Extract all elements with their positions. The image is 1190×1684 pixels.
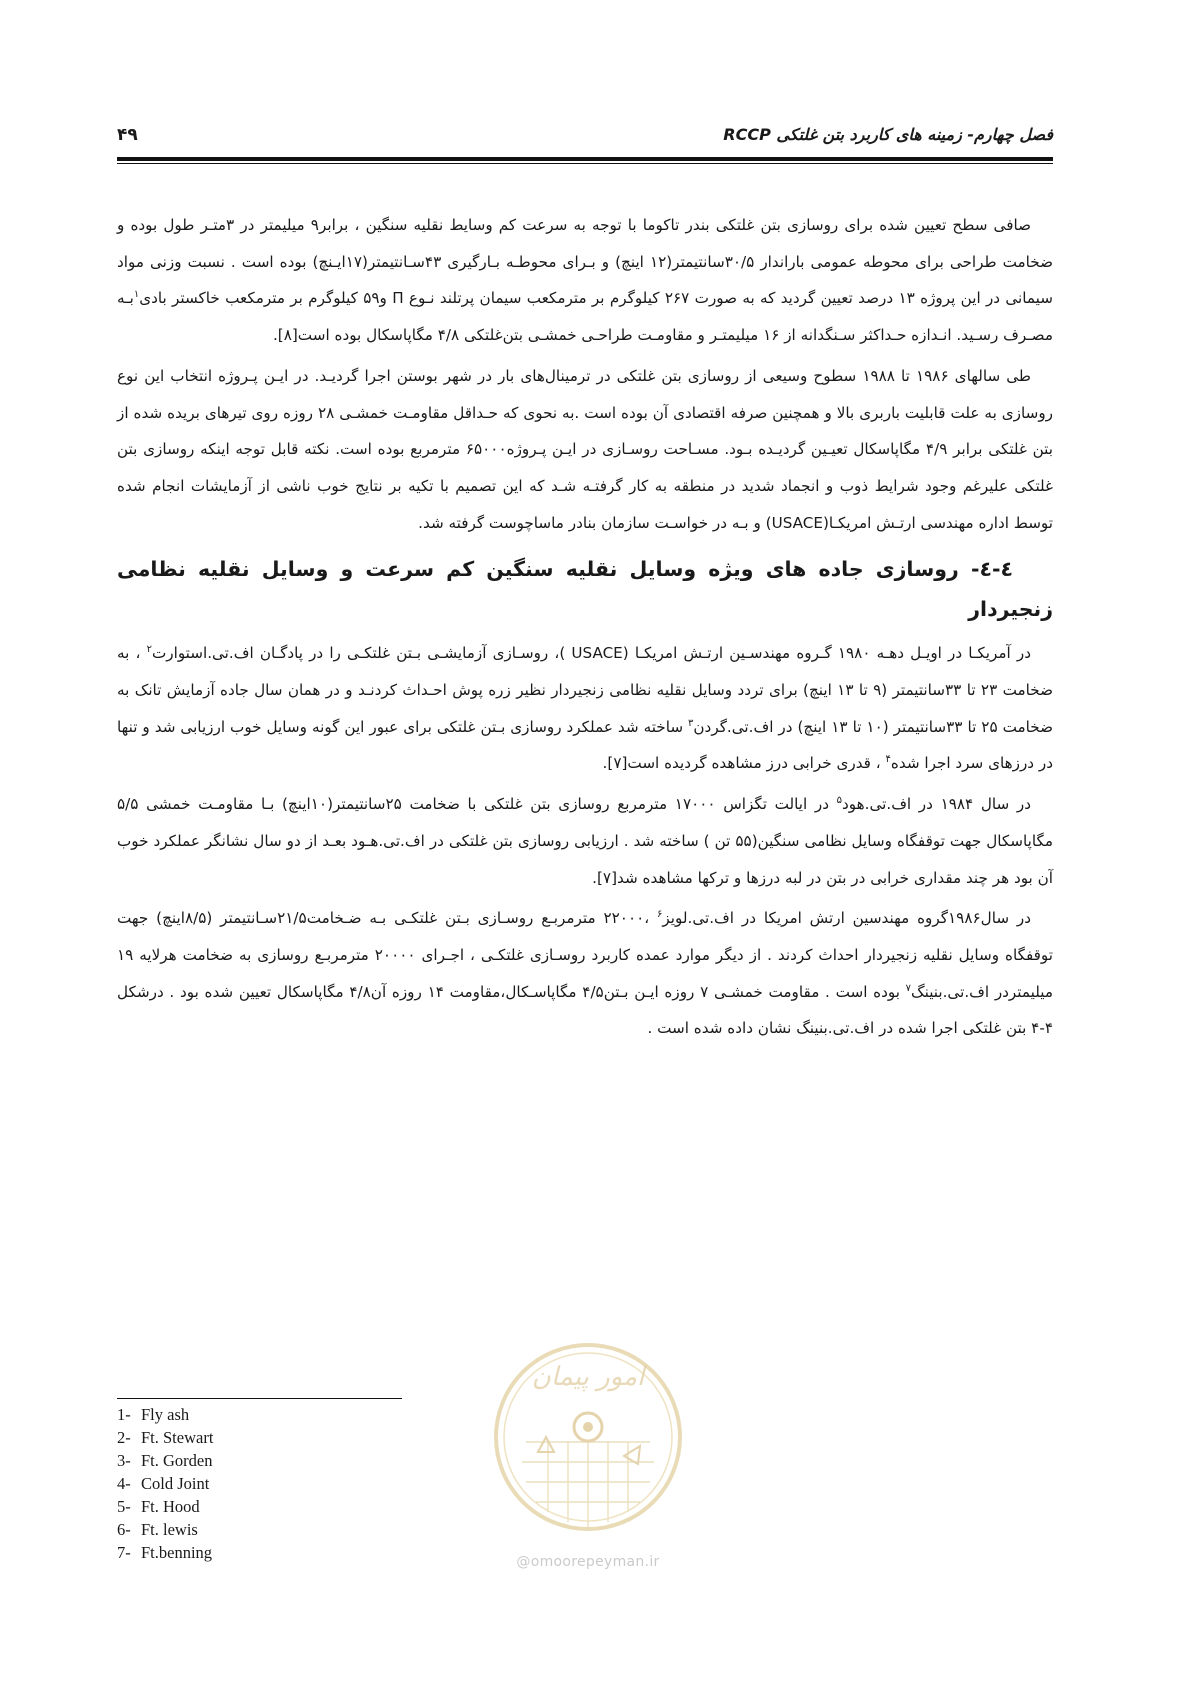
footnote-item: 1- Fly ash <box>117 1405 190 1424</box>
footnote-ref-1: ۱ <box>133 289 140 301</box>
section-p2-part-b: در ایالت تگزاس ۱۷۰۰۰ مترمربع روسازی بتن غلتکی با ضخامت ۲۵سانتیمتر(۱۰اینچ) بـا مقاومـت خمشی ۵/۵ مگاپاسکال جهت توقفگاه وسایل نظامی سنگین(۵۵ تن ) ساخته شد . ارزیابی روسازی بتن غلتکی در اف.تی.هـود بعـد از دو سال نشانگر عملکرد خوب آن بود هر چند مقداری خرابی در بتن در لبه درزها و ترکها مشاهده شد[۷]. <box>117 795 1053 887</box>
header-rule-thin <box>117 163 1053 164</box>
section-p1-part-b: ، به ضخامت ۲۳ تا ۳۳سانتیمتر (۹ تا ۱۳ اینچ) برای تردد وسایل نقلیه نظامی زنجیردار نظیر زره پوش احـداث کردنـد و در همان سال جاده آزمایش تانک به ضخامت ۲۵ تا ۳۳سانتیمتر (۱۰ تا ۱۳ اینچ) در اف.تی.گردن <box>117 644 1053 736</box>
footnote-ref-5: ۵ <box>836 795 843 807</box>
watermark-logo-text: امور پیمان <box>531 1362 645 1392</box>
paragraph-1-tail: بـه مصـرف رسـید. انـدازه حـداکثر سـنگدانه از ۱۶ میلیمتـر و مقاومـت طراحـی خمشـی بتن‌غلتکی ۴/۸ مگاپاسکال بوده است[۸]. <box>117 289 1053 345</box>
section-p3-part-c: بوده است . مقاومت خمشـی ۷ روزه ایـن بـتن۴/۵ مگاپاسـکال،مقاومت ۱۴ روزه آن۴/۸ مگاپاسکال تعیین شده بود . درشکل ۴-۴ بتن غلتکی اجرا شده در اف.تی.بنینگ نشان داده شده است . <box>117 982 1053 1038</box>
paragraph-1-text: صافی سطح تعیین شده برای روسازی بتن غلتکی بندر تاکوما با توجه به سرعت کم وسایط نقلیه سنگین ، برابر۹ میلیمتر در ۳متـر طول بوده و ضخامت طراحی برای محوطه عمومی باراندار ۳۰/۵سانتیمتر(۱۲ اینچ) و بـرای محوطـه بـارگیری ۴۳سـانتیمتر(۱۷ایـنچ) بوده است . نسبت وزنی مواد سیمانی در این پروژه ۱۳ درصد تعیین گردید که به صورت ۲۶۷ کیلوگرم بر مترمکعب سیمان پرتلند نـوع Π و۵۹ کیلوگرم بر مترمکعب خاکستر بادی <box>117 216 1053 308</box>
footnote-item: 4- Cold Joint <box>117 1474 210 1493</box>
paragraph-2: طی سالهای ۱۹۸۶ تا ۱۹۸۸ سطوح وسیعی از روسازی بتن غلتکی در ترمینال‌های بار در شهر بوستن اجرا گردیـد. در ایـن پـروژه انتخاب این نوع روسازی به علت قابلیت باربری بالا و همچنین صرفه اقتصادی آن بوده است .به نحوی که حـداقل مقاومـت خمشـی ۲۸ روزه روی تیرهای بریده شده از بتن غلتکی برابر ۴/۹ مگاپاسکال تعیـین گردیـده بـود. مسـاحت روسـازی در ایـن پـروژه۶۵۰۰۰ مترمربع بوده است. نکته قابل توجه اینکه روسازی بتن غلتکی علیرغم وجود شرایط ذوب و انجماد شدید در منطقه به کار گرفتـه شـد که این تصمیم با تکیه بر نتایج خوب ناشی از آزمایشات انجام شده توسط اداره مهندسی ارتـش امریکـا(USACE) و بـه در خواسـت سازمان بنادر ماساچوست گرفته شد. <box>117 366 1054 532</box>
footnote-item: 2- Ft. Stewart <box>117 1428 214 1447</box>
section-p1-part-d: ، قدری خرابی درز مشاهده گردیده است[۷]. <box>602 754 886 773</box>
section-heading: ٤-٤- روسازی جاده های ویژه وسایل نقلیه سنگین کم سرعت و وسایل نقلیه نظامی زنجیردار <box>117 557 1053 622</box>
footnote-ref-6: ۶ <box>657 909 663 921</box>
section-p2-part-a: در سال ۱۹۸۴ در اف.تی.هود <box>842 795 1031 814</box>
header-rule-thick <box>117 157 1053 161</box>
footnote-item: 5- Ft. Hood <box>117 1497 200 1516</box>
paragraph-1 <box>117 207 1053 354</box>
section-paragraph-3 <box>117 900 1053 1047</box>
section-paragraph-1 <box>117 635 1053 782</box>
footnote-rule <box>117 1398 402 1399</box>
section-p1-part-a: در آمریکـا در اویـل دهـه ۱۹۸۰ گـروه مهندسـین ارتـش امریکـا (USACE )، روسـازی آزمایشـی بـتن غلتکـی را در پادگـان اف.تی.استوارت <box>151 644 1031 663</box>
footnote-ref-2: ۲ <box>146 644 152 656</box>
section-p3-part-b: ،۲۲۰۰۰ مترمربـع روسـازی بـتن غلتکـی بـه ضـخامت۲۱/۵سـانتیمتر (۸/۵اینچ) جهت توقفگاه وسایل نقلیه زنجیردار احداث کردند . از دیگر موارد عمده کاربرد روسـازی غلتکـی ، اجـرای ۲۰۰۰۰ مترمربـع روسازی به ضخامت هرلایه ۱۹ میلیمتردر اف.تی.بنینگ <box>117 909 1053 1001</box>
page-header <box>117 123 1053 153</box>
body-text <box>117 207 1053 1047</box>
footnote-ref-3: ۳ <box>688 717 694 729</box>
section-paragraph-2 <box>117 786 1053 896</box>
page-number: ۴۹ <box>117 125 138 145</box>
footnote-ref-4: ۴ <box>885 754 891 766</box>
watermark-logo <box>488 1332 688 1582</box>
footnotes <box>117 1403 417 1564</box>
footnote-ref-7: ۷ <box>905 982 912 994</box>
footnote-item: 6- Ft. lewis <box>117 1520 198 1539</box>
section-p3-part-a: در سال۱۹۸۶گروه مهندسین ارتش امریکا در اف.تی.لویز <box>662 909 1032 928</box>
footnote-item: 7- Ft.benning <box>117 1543 213 1562</box>
chapter-title: فصل چهارم- زمینه های کاربرد بتن غلتکی RCCP <box>723 125 1053 144</box>
section-p1-part-c: ساخته شد عملکرد روسازی بـتن غلتکی برای عبور این گونه وسایل خوب ارزیابی شد و تنها در درزهای سرد اجرا شده <box>117 717 1053 773</box>
footnote-item: 3- Ft. Gorden <box>117 1451 213 1470</box>
watermark-url: @omoorepeyman.ir <box>516 1554 660 1570</box>
